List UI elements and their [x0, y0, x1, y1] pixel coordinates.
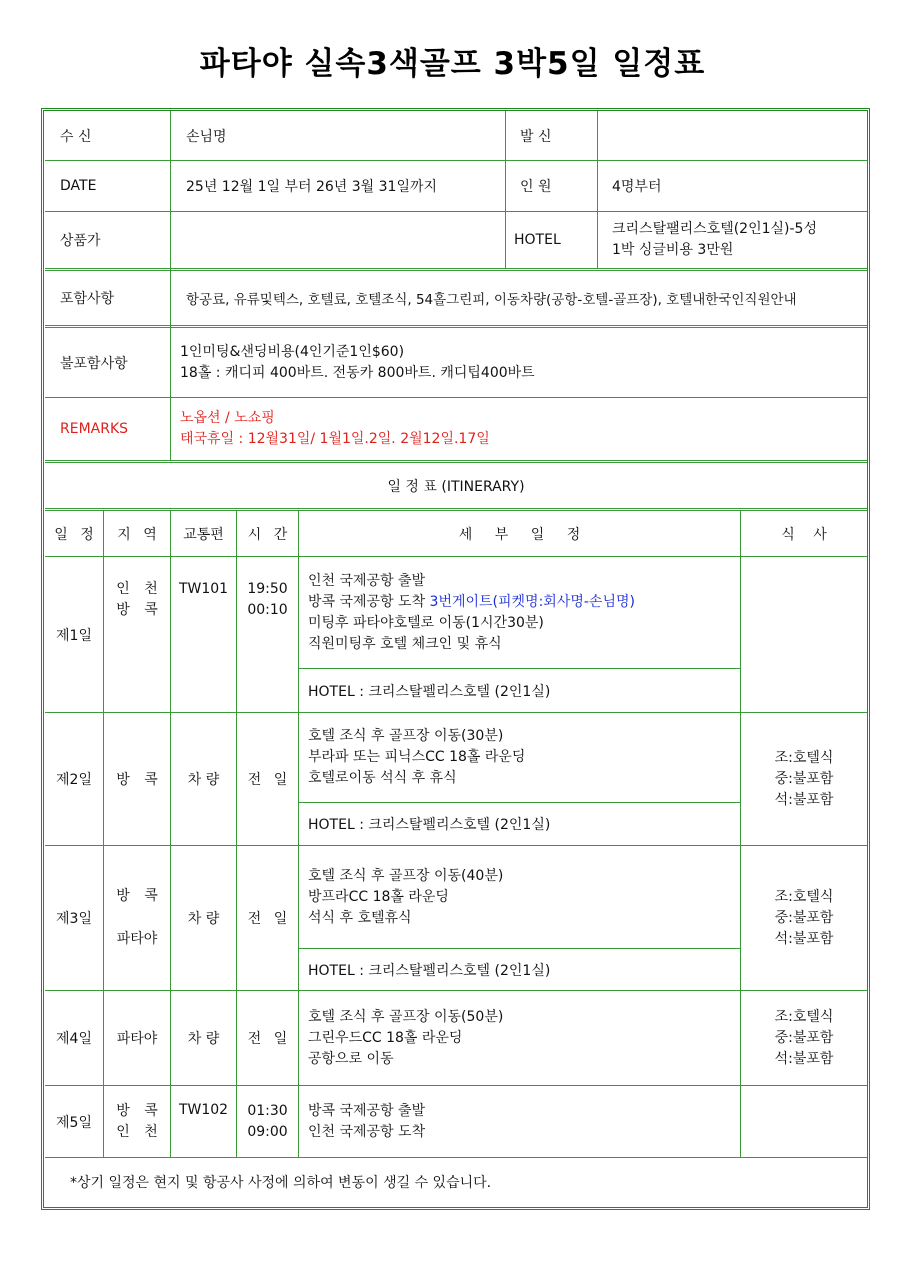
page-title: 파타야 실속3색골프 3박5일 일정표 — [199, 46, 706, 82]
people-value: 4명부터 — [612, 179, 662, 195]
day-details — [308, 846, 738, 948]
day-transport: 차 량 — [187, 1031, 220, 1047]
people-label: 인 원 — [520, 179, 552, 195]
time-line: 00:10 — [247, 602, 288, 618]
time-line: 01:30 — [247, 1102, 288, 1119]
hotel-info — [612, 212, 867, 268]
remarks-line: 태국휴일 : 12월31일/ 1월1일.2일. 2월12일.17일 — [180, 431, 490, 447]
day-label: 제2일 — [56, 772, 92, 788]
day-time — [237, 557, 298, 667]
day-time: 전 일 — [247, 1031, 288, 1047]
detail-line: 미팅후 파타야호텔로 이동(1시간30분) — [308, 614, 544, 631]
day-meals — [741, 713, 867, 845]
remarks-value — [180, 398, 860, 460]
recipient-value: 손님명 — [186, 128, 227, 145]
day-transport: 차 량 — [187, 911, 220, 927]
day-transport: TW101 — [178, 581, 229, 597]
col-header-time: 시 간 — [247, 526, 288, 543]
hotel-name: 크리스탈팰리스호텔(2인1실)-5성 — [612, 221, 817, 237]
detail-line: 직원미팅후 호텔 체크인 및 휴식 — [308, 635, 502, 652]
day-meals — [741, 991, 867, 1085]
col-header-day: 일 정 — [54, 526, 94, 543]
region-line: 방 콕 — [116, 1102, 158, 1119]
day-hotel: HOTEL : 크리스탈펠리스호텔 (2인1실) — [308, 683, 551, 700]
day-label: 제4일 — [56, 1031, 92, 1047]
detail-line: 호텔 조식 후 골프장 이동(30분) — [308, 728, 504, 744]
day-region: 파타야 — [116, 1031, 158, 1047]
detail-line: 석식 후 호텔휴식 — [308, 909, 412, 926]
divider — [298, 510, 299, 1158]
day-hotel: HOTEL : 크리스탈펠리스호텔 (2인1실) — [308, 962, 551, 979]
meal-line: 조:호텔식 — [774, 1008, 834, 1025]
detail-line: 방콕 국제공항 출발 — [308, 1102, 426, 1119]
day-region — [104, 557, 170, 667]
detail-line: 호텔 조식 후 골프장 이동(50분) — [308, 1008, 504, 1025]
day-details — [308, 713, 738, 802]
day-time — [237, 1086, 298, 1157]
hotel-single-charge: 1박 싱글비용 3만원 — [612, 242, 734, 258]
col-header-transport: 교통편 — [183, 526, 224, 543]
day-hotel: HOTEL : 크리스탈펠리스호텔 (2인1실) — [308, 817, 551, 833]
price-label: 상품가 — [60, 233, 101, 249]
meal-line: 중:불포함 — [774, 909, 834, 926]
detail-line: 호텔 조식 후 골프장 이동(40분) — [308, 867, 504, 884]
meal-line: 중:불포함 — [774, 770, 834, 787]
divider — [597, 111, 598, 269]
detail-line: 인천 국제공항 도착 — [308, 1123, 426, 1140]
excluded-line: 1인미팅&샌딩비용(4인기준1인$60) — [180, 343, 405, 360]
day-time: 전 일 — [247, 911, 288, 927]
day-region: 방 콕 — [116, 772, 158, 788]
day-details — [308, 557, 738, 668]
day-meals — [741, 846, 867, 990]
remarks-label: REMARKS — [60, 421, 129, 437]
day-details — [308, 991, 738, 1085]
region-line: 인 천 — [116, 1123, 158, 1140]
price-value — [186, 212, 504, 268]
excluded-label: 불포함사항 — [60, 355, 128, 372]
date-value: 25년 12월 1일 부터 26년 3월 31일까지 — [186, 179, 438, 195]
day-transport: TW102 — [178, 1102, 229, 1118]
day-region — [104, 1086, 170, 1157]
time-line: 09:00 — [247, 1123, 288, 1140]
region-line: 방 콕 — [116, 602, 158, 618]
itinerary-heading: 일 정 표 (ITINERARY) — [387, 478, 525, 495]
detail-line: 공항으로 이동 — [308, 1050, 394, 1067]
region-line: 파타야 — [116, 931, 158, 947]
detail-line: 방콕 국제공항 도착 3번게이트(피켓명:회사명-손님명) — [308, 593, 635, 610]
meal-line: 석:불포함 — [774, 930, 834, 947]
recipient-label: 수 신 — [60, 128, 92, 145]
day-label: 제3일 — [56, 911, 92, 927]
hotel-label: HOTEL — [514, 232, 561, 248]
meal-line: 중:불포함 — [774, 1029, 834, 1046]
region-line: 인 천 — [116, 581, 158, 597]
day-region — [104, 846, 170, 990]
day-time: 전 일 — [247, 772, 288, 788]
day-transport: 차 량 — [187, 772, 220, 788]
detail-line: 그린우드CC 18홀 라운딩 — [308, 1029, 463, 1046]
col-header-region: 지 역 — [117, 526, 157, 543]
footnote: *상기 일정은 현지 및 항공사 사정에 의하여 변동이 생길 수 있습니다. — [70, 1175, 492, 1191]
included-value: 항공료, 유류및텍스, 호텔료, 호텔조식, 54홀그린피, 이동차량(공항-호텔-골프장), 호텔내한국인직원안내 — [186, 292, 797, 308]
day-details — [308, 1086, 738, 1157]
region-line: 방 콕 — [116, 888, 158, 904]
remarks-line: 노옵션 / 노쇼핑 — [180, 410, 275, 426]
col-header-details: 세 부 일 정 — [458, 526, 581, 543]
included-label: 포함사항 — [60, 291, 115, 307]
divider — [170, 111, 171, 461]
meal-line: 석:불포함 — [774, 791, 834, 808]
excluded-value — [180, 328, 860, 397]
col-header-meals: 식 사 — [781, 526, 827, 543]
date-label: DATE — [60, 178, 97, 194]
day-label: 제5일 — [56, 1114, 92, 1131]
excluded-line: 18홀 : 캐디피 400바트. 전동카 800바트. 캐디팁400바트 — [180, 364, 535, 381]
sender-label: 발 신 — [520, 128, 552, 145]
gate-highlight: 3번게이트(피켓명:회사명-손님명) — [429, 593, 635, 610]
detail-line: 호텔로이동 석식 후 휴식 — [308, 770, 457, 786]
meal-line: 조:호텔식 — [774, 888, 834, 905]
meal-line: 석:불포함 — [774, 1050, 834, 1067]
detail-line: 부라파 또는 피닉스CC 18홀 라운딩 — [308, 749, 526, 765]
divider — [505, 111, 506, 269]
day-label: 제1일 — [56, 627, 92, 644]
detail-line: 방프라CC 18홀 라운딩 — [308, 888, 449, 905]
meal-line: 조:호텔식 — [774, 749, 834, 766]
time-line: 19:50 — [247, 581, 288, 597]
detail-line: 인천 국제공항 출발 — [308, 572, 426, 589]
sender-value — [612, 111, 862, 160]
